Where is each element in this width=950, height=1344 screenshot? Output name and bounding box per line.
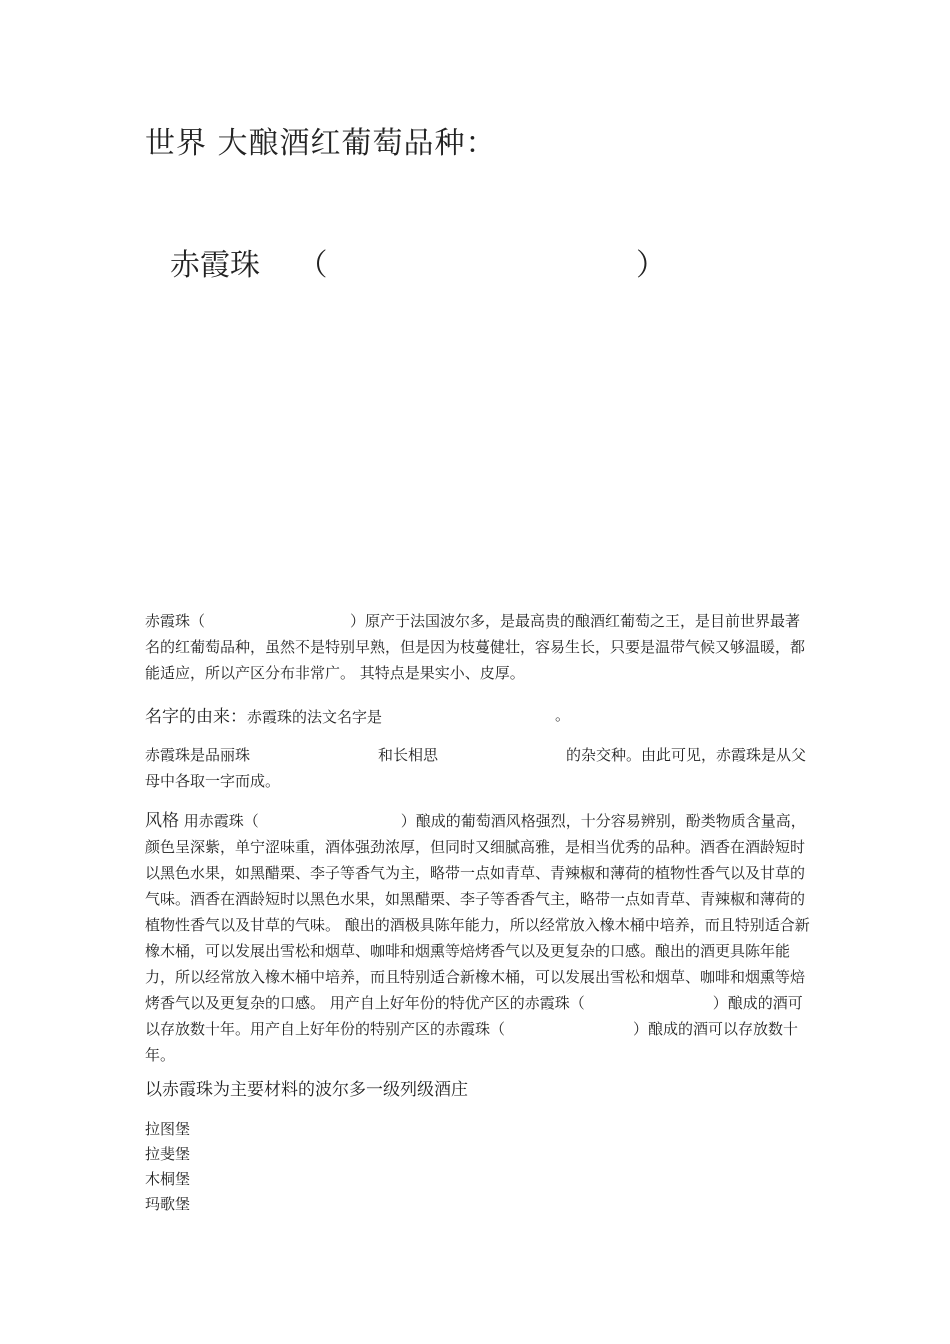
intro-close-paren: ） [350,612,366,630]
intro-name: 赤霞珠（ [145,612,206,630]
style-close-paren-3: ） [633,1020,649,1038]
variety-name: 赤霞珠 [170,248,260,283]
intro-paragraph [145,608,810,686]
name-origin-end: 。 [555,706,571,724]
style-text-1: 酿成的葡萄酒风格强烈，十分容易辨别，酚类物质含量高，颜色呈深紫，单宁涩味重，酒体强劲浓厚，但同时又细腻高雅，是相当优秀的品种。酒香在酒龄短时以黑色水果，如黑醋栗、李子等香气为主，略带一点如青草、青辣椒和薄荷的植物性香气以及甘草的气味。酒香在酒龄短时以黑色水果，如黑醋栗、李子等香香气主，略带一点如青草、青辣椒和薄荷的植物性香气以及甘草的气味。 酿出的酒极具陈年能力，所以经常放入橡木桶中培养，而且特别适合新橡木桶，可以发展出雪松和烟草、咖啡和烟熏等焙烤香气以及更复杂的口感。酿出的酒更具陈年能力，所以经常放入橡木桶中培养，而且特别适合新橡木桶，可以发展出雪松和烟草、咖啡和烟熏等焙烤香气以及更复杂的口感。 用产自上好年份的特优产区的赤霞珠（ [145,812,810,1012]
list-item: 拉斐堡 [145,1145,191,1163]
cross-part-3: 的杂交种。由此可见，赤霞珠是从父母中各取一字而成。 [145,746,807,790]
chateaux-heading: 以赤霞珠为主要材料的波尔多一级列级酒庄 [145,1080,468,1100]
cross-part-1: 赤霞珠是品丽珠 [145,746,251,764]
style-paragraph [145,808,810,1068]
name-origin-heading: 名字的由来： [145,707,247,727]
open-paren: （ [297,248,328,283]
name-origin-line [145,702,382,727]
variety-heading [170,240,328,284]
chateaux-list [145,1117,190,1217]
cross-paragraph [145,742,810,794]
name-origin-text: 赤霞珠的法文名字是 [247,708,383,726]
page-title: 世界 大酿酒红葡萄品种： [145,126,497,161]
style-close-paren-2: ） [712,994,728,1012]
style-close-paren: ） [400,812,416,830]
style-heading: 风格 [145,811,179,831]
style-text-3: 酿成的酒可以存放数十年。 [145,1020,799,1064]
list-item: 拉图堡 [145,1120,191,1138]
list-item: 木桐堡 [145,1170,191,1188]
intro-text: 原产于法国波尔多，是最高贵的酿酒红葡萄之王，是目前世界最著名的红葡萄品种，虽然不是特别早熟，但是因为枝蔓健壮，容易生长，只要是温带气候又够温暖，都能适应，所以产区分布非常广。 其特点是果实小、皮厚。 [145,612,806,682]
style-text-2: 酿成的酒可以存放数十年。用产自上好年份的特别产区的赤霞珠（ [145,994,803,1038]
close-paren: ） [636,248,666,283]
list-item: 玛歌堡 [145,1195,191,1213]
cross-part-2: 和长相思 [378,746,439,764]
style-lead: 用赤霞珠（ [179,812,259,830]
